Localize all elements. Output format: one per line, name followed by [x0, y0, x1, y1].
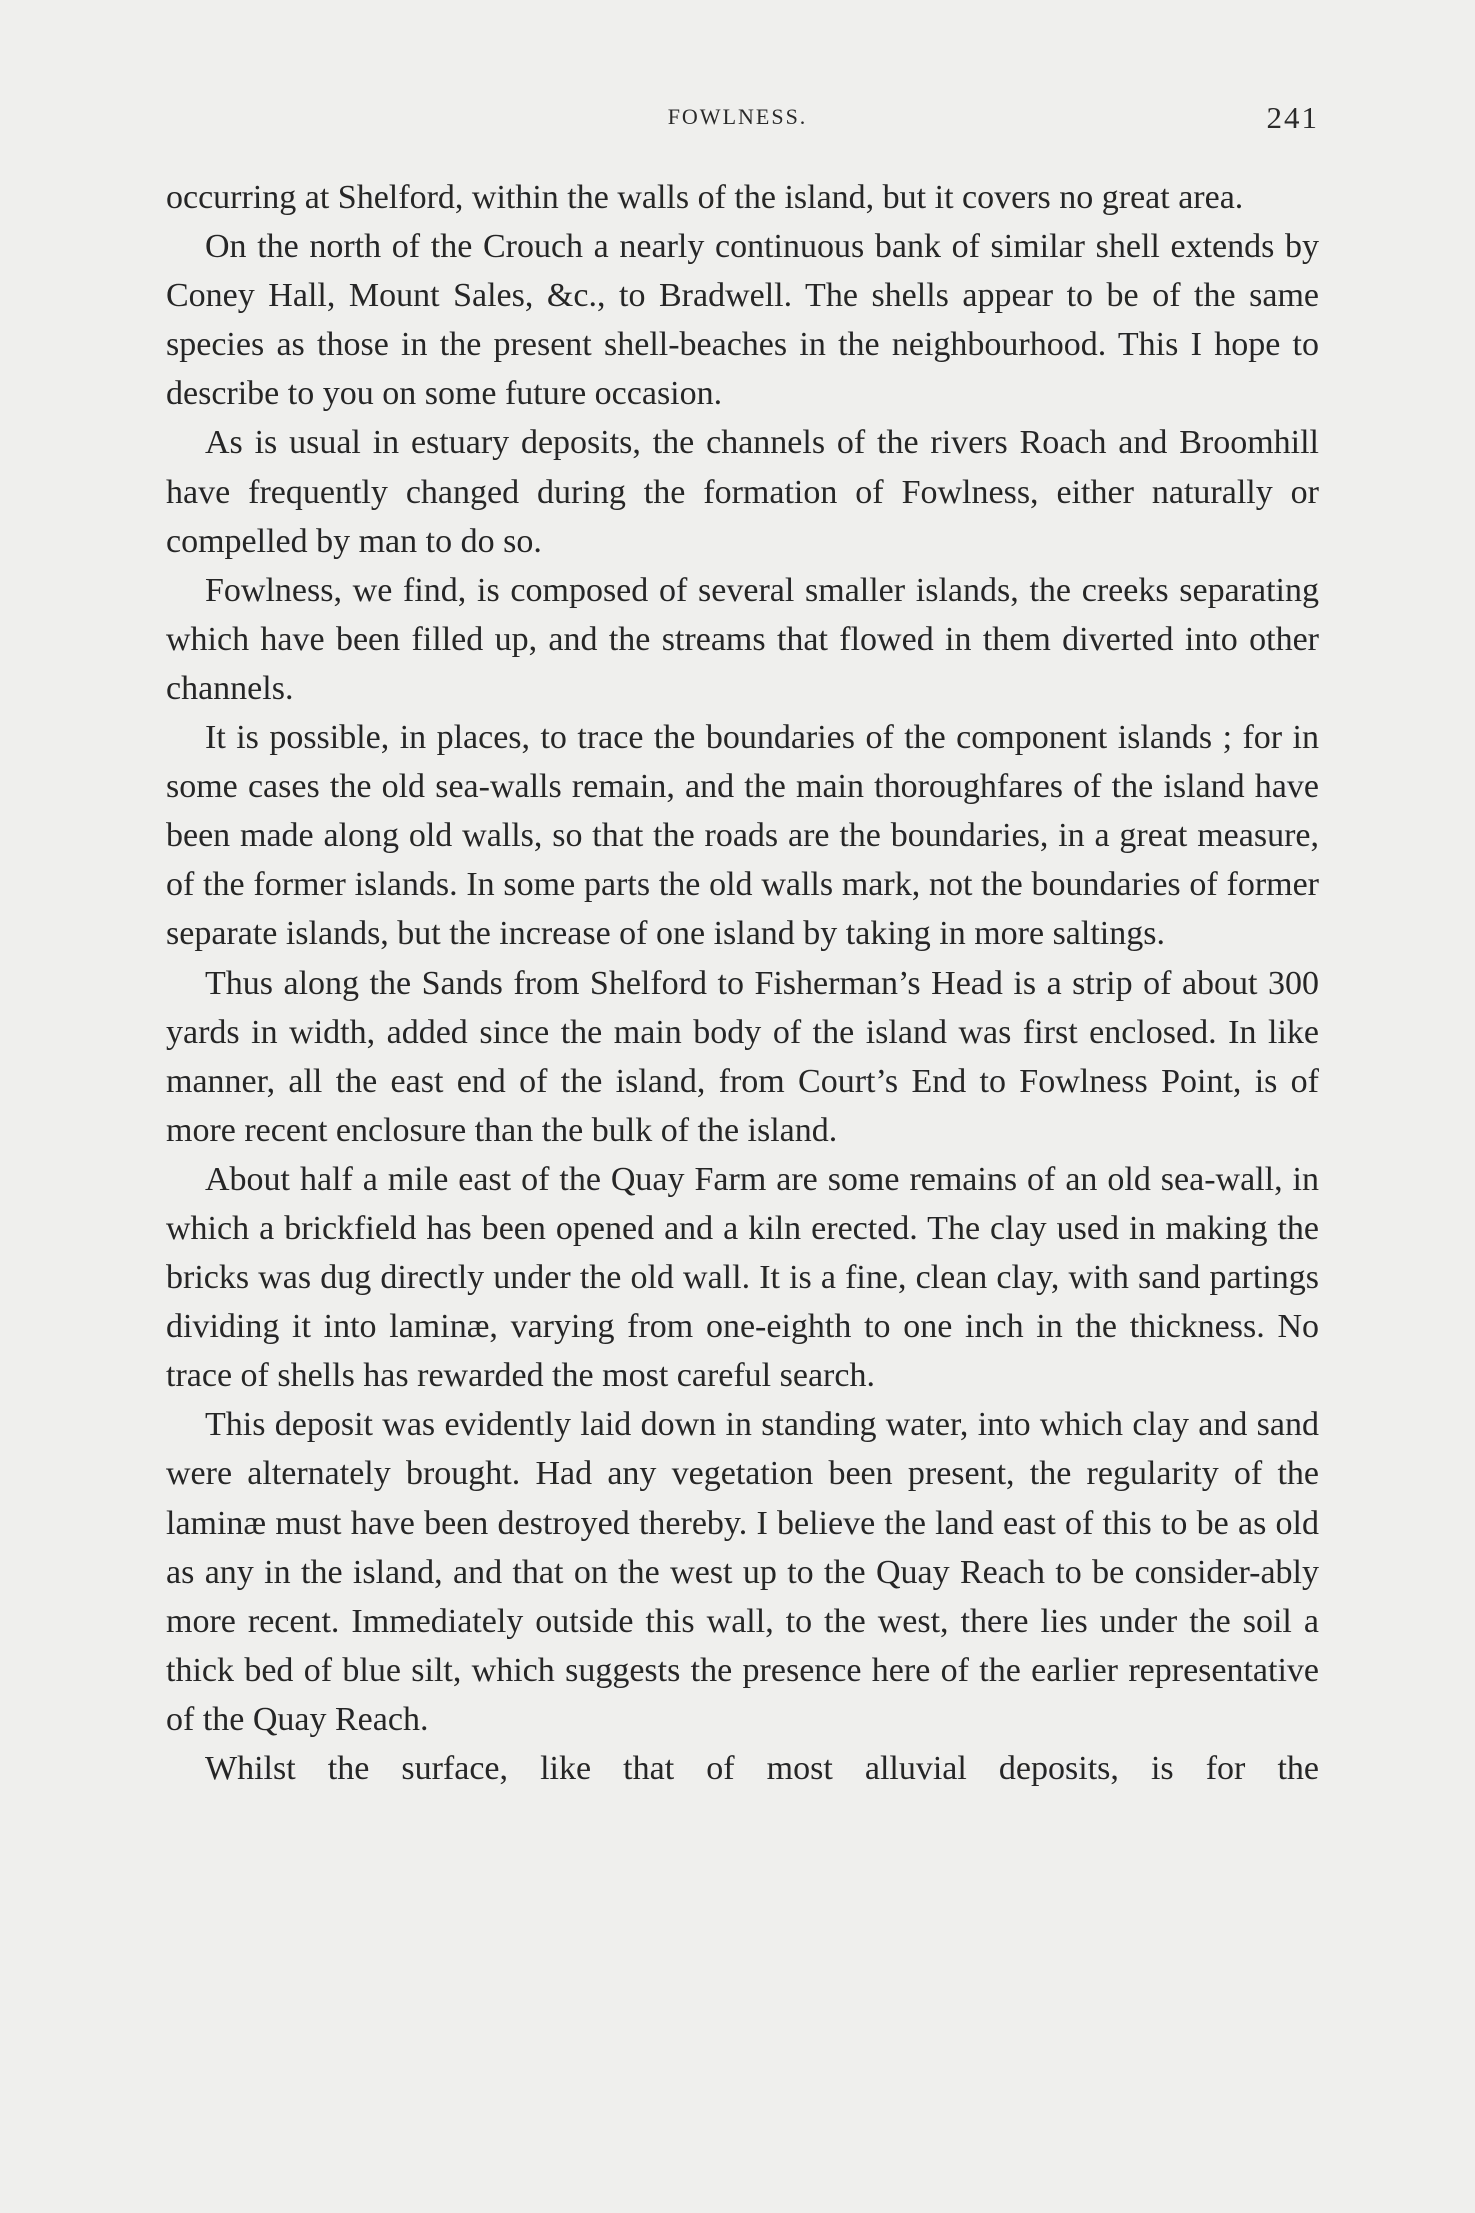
paragraph: As is usual in estuary deposits, the channels of the rivers Roach and Broomhill have frequently changed during the formation of Fowlness, either naturally or compelled by man to do so.: [166, 424, 1319, 560]
page-number: 241: [1266, 100, 1319, 135]
running-head: [0, 100, 1475, 135]
paragraph: occurring at Shelford, within the walls of the island, but it covers no great area.: [166, 179, 1244, 216]
paragraph: About half a mile east of the Quay Farm are some remains of an old sea-wall, in which a brickfield has been opened and a kiln erected. The clay used in making the bricks was dug directly under the old wall. It is a fine, clean clay, with sand partings dividing it into laminæ, varying from one-eighth to one inch in the thickness. No trace of shells has rewarded the most careful search.: [166, 1160, 1319, 1395]
paragraph: Fowlness, we find, is composed of several smaller islands, the creeks separating which have been filled up, and the streams that flowed in them diverted into other channels.: [166, 571, 1319, 707]
paragraph: It is possible, in places, to trace the boundaries of the component islands ; for in some cases the old sea-walls remain, and the main thoroughfares of the island have been made along old walls, so that the roads are the boundaries, in a great measure, of the former islands. In some parts the old walls mark, not the boundaries of former separate islands, but the increase of one island by taking in more saltings.: [166, 719, 1319, 953]
paragraph-continued: Whilst the surface, like that of most alluvial deposits, is for the: [205, 1750, 1319, 1787]
paragraph: Thus along the Sands from Shelford to Fisherman’s Head is a strip of about 300 yards in width, added since the main body of the island was first enclosed. In like manner, all the east end of the island, from Court’s End to Fowlness Point, is of more recent enclosure than the bulk of the island.: [166, 964, 1319, 1149]
body-text: [166, 173, 1319, 1793]
paragraph: On the north of the Crouch a nearly continuous bank of similar shell extends by Coney Hall, Mount Sales, &c., to Bradwell. The shells appear to be of the same species as those in the present shell-beaches in the neighbourhood. This I hope to describe to you on some future occasion.: [166, 228, 1319, 413]
paragraph: This deposit was evidently laid down in standing water, into which clay and sand were alternately brought. Had any vegetation been present, the regularity of the laminæ must have been destroyed thereby. I believe the land east of this to be as old as any in the island, and that on the west up to the Quay Reach to be consider-ably more recent. Immediately outside this wall, to the west, there lies under the soil a thick bed of blue silt, which suggests the presence here of the earlier representative of the Quay Reach.: [166, 1406, 1319, 1738]
running-title: FOWLNESS.: [667, 104, 808, 129]
